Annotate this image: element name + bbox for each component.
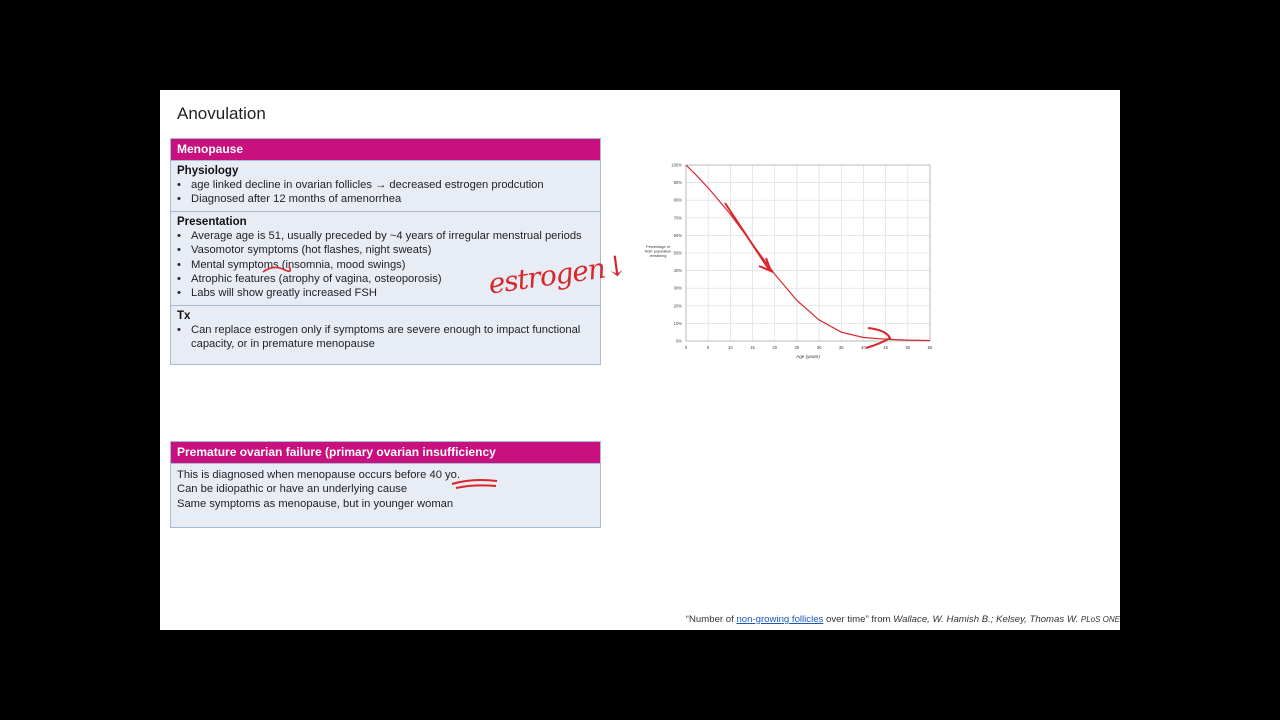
y-tick-label: 50% [673,250,682,256]
y-tick-label: 20% [673,303,682,309]
section-title: Presentation [177,215,247,228]
list-item: • Average age is 51, usually preceded by ~4 years of irregular menstrual periods [177,229,594,243]
section-title: Tx [177,309,191,322]
slide [160,90,1120,630]
list-item: • Mental symptoms (insomnia, mood swings) [177,258,594,272]
x-tick-label: 40 [861,345,866,350]
pof-header: Premature ovarian failure (primary ovarian insufficiency [171,442,600,463]
menopause-header: Menopause [171,139,600,160]
x-tick-label: 50 [905,345,911,350]
y-tick-label: 30% [673,285,682,291]
y-tick-label: 0% [675,338,682,344]
x-tick-label: 5 [707,345,710,350]
y-tick-label: 40% [673,268,682,274]
pof-line: Can be idiopathic or have an underlying cause [177,483,408,496]
y-tick-label: 100% [671,162,682,168]
pof-box [170,441,601,528]
y-tick-label: 90% [673,180,682,186]
ink-handwriting: estrogen↓ [486,248,630,301]
y-tick-label: 60% [673,232,682,238]
list-item: • Diagnosed after 12 months of amenorrhea [177,192,594,206]
list-item: • Atrophic features (atrophy of vagina, osteoporosis) [177,272,594,286]
x-tick-label: 35 [838,345,844,350]
menopause-box [170,138,601,365]
list-item: • age linked decline in ovarian follicles → decreased estrogen prodcution [177,178,594,192]
citation-prefix: “Number of [685,614,737,625]
y-tick-label: 10% [673,320,682,326]
citation [686,614,1120,625]
slide-title: Anovulation [177,104,266,123]
list-item: • Labs will show greatly increased FSH [177,286,594,300]
pof-line: Same symptoms as menopause, but in younger woman [177,497,454,510]
x-tick-label: 20 [772,345,778,350]
x-tick-label: 45 [883,345,888,350]
pof-body [171,463,600,527]
x-tick-label: 30 [816,345,822,350]
citation-middle: over time” from [823,614,894,625]
y-tick-label: 80% [673,197,682,203]
y-axis-label: Percentage of NGF population remaining [644,245,672,259]
x-tick-label: 25 [794,345,800,350]
x-axis-label: Age (years) [796,354,820,359]
pof-line: This is diagnosed when menopause occurs before 40 yo. [177,469,460,481]
list-item: • Vasomotor symptoms (hot flashes, night sweats) [177,243,594,257]
citation-link[interactable]: non-growing follicles [736,614,824,625]
citation-authors: Wallace, W. Hamish B.; Kelsey, Thomas W. [893,614,1081,625]
citation-journal: PLoS ONE [1080,615,1120,624]
section-title: Physiology [177,165,239,177]
x-tick-label: 15 [750,345,755,350]
x-tick-label: 55 [927,345,933,350]
tx-section [171,305,600,364]
list-item: • Can replace estrogen only if symptoms are severe enough to impact functional capacity, or in premature menopause [177,323,594,352]
follicle-chart [638,160,938,370]
y-tick-label: 70% [673,215,682,221]
x-tick-label: 0 [684,345,688,350]
x-tick-label: 10 [728,345,733,350]
physiology-section [171,160,600,211]
